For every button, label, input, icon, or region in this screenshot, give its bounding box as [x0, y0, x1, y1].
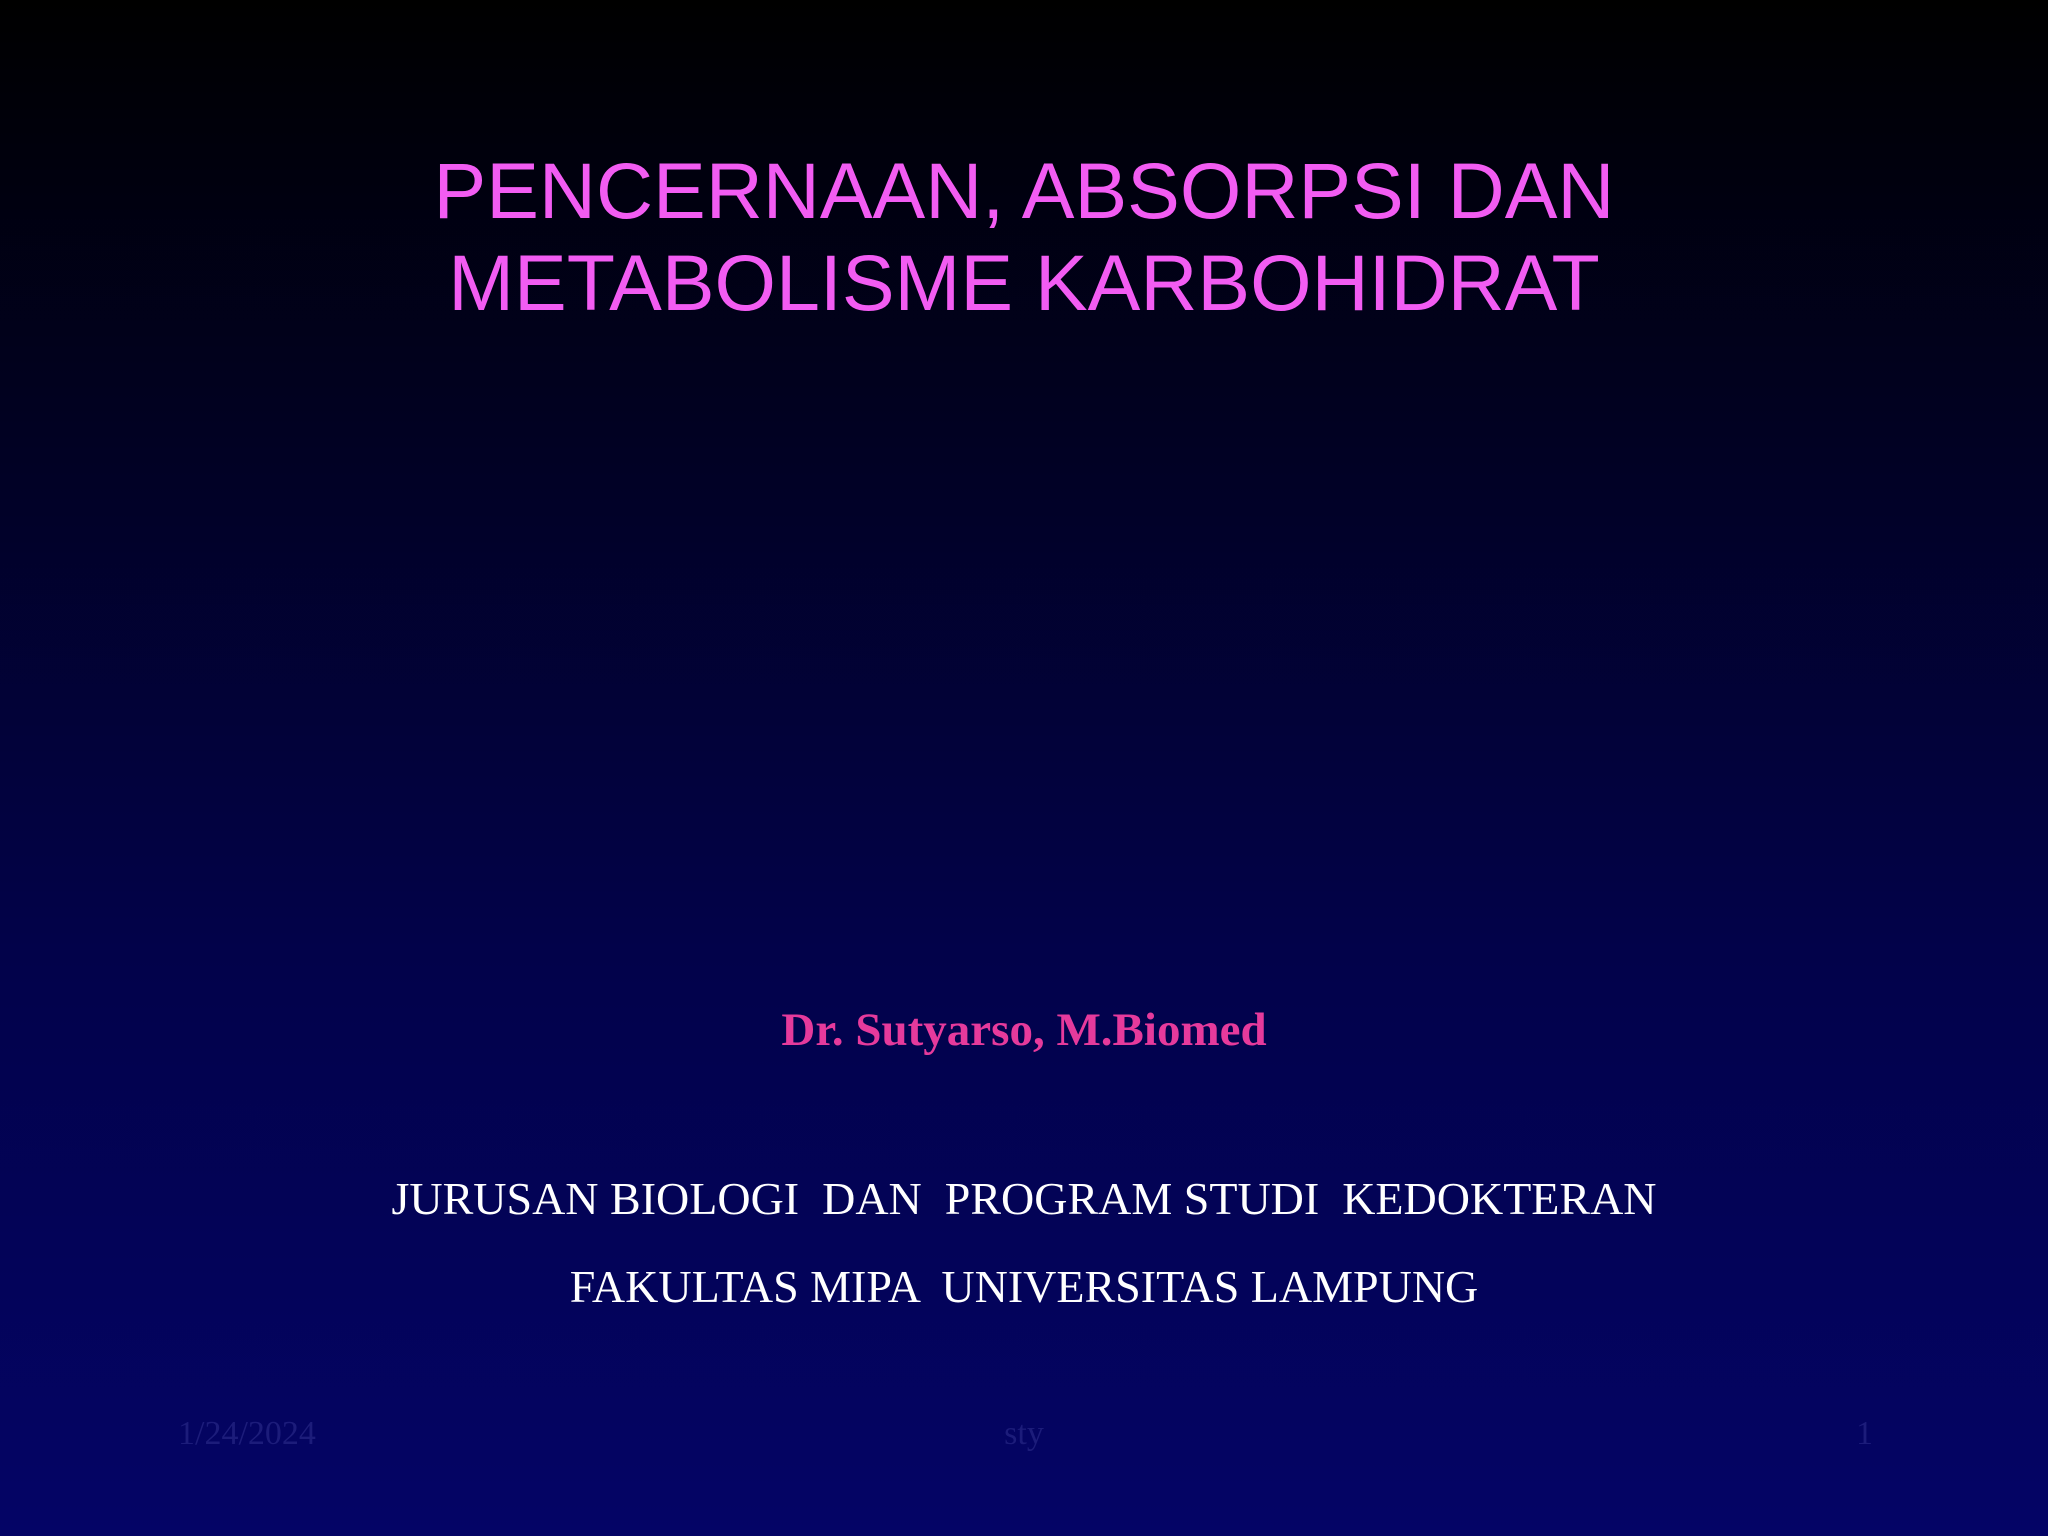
author-text: Dr. Sutyarso, M.Biomed	[781, 1004, 1267, 1056]
title-line-2: METABOLISME KARBOHIDRAT	[448, 238, 1600, 327]
footer-date: 1/24/2024	[178, 1415, 316, 1452]
slide-number: 1	[1856, 1415, 1873, 1452]
affiliation-line-2: FAKULTAS MIPA UNIVERSITAS LAMPUNG	[569, 1261, 1479, 1312]
footer-center-text: sty	[1004, 1415, 1044, 1452]
author-name	[0, 1003, 2048, 1057]
slide-title	[0, 145, 2048, 329]
title-line-1: PENCERNAAN, ABSORPSI DAN	[433, 146, 1615, 235]
affiliation-line-1: JURUSAN BIOLOGI DAN PROGRAM STUDI KEDOKTERAN	[391, 1173, 1657, 1224]
